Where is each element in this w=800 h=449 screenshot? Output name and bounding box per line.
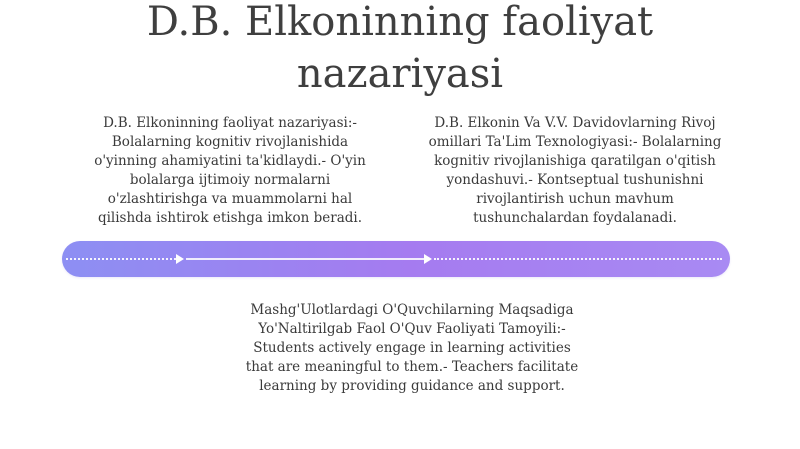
timeline-line-3 <box>434 258 722 260</box>
timeline-bar <box>62 241 730 277</box>
timeline-arrow-1-icon <box>176 254 184 264</box>
elkonin-theory-text: D.B. Elkoninning faoliyat nazariyasi:- Bolalarning kognitiv rivojlanishida o'yinning ahamiyatini ta'kidlaydi.- O'yin bolalarga ijtimoiy normalarni o'zlashtirishga va muammolarni hal qilishda ishtirok etishga imkon beradi. <box>94 115 366 226</box>
timeline-line-2 <box>186 258 426 260</box>
development-technology-text: D.B. Elkonin Va V.V. Davidovlarning Rivoj omillari Ta'Lim Texnologiyasi:- Bolalarning kognitiv rivojlanishiga qaratilgan o'qitish yondashuvi.- Kontseptual tushunishni rivojlantirish uchun mavhum tushunchalardan foydalanadi. <box>428 115 722 226</box>
timeline-arrow-2-icon <box>424 254 432 264</box>
slide-title: D.B. Elkoninning faoliyat nazariyasi <box>146 0 654 97</box>
learning-principle-text: Mashg'Ulotlardagi O'Quvchilarning Maqsadiga Yo'Naltirilgab Faol O'Quv Faoliyati Tamoyili:- Students actively engage in learning activities that are meaningful to them.- Teachers facilitate learning by providing guidance and support. <box>245 302 579 394</box>
timeline-line-1 <box>66 258 180 260</box>
